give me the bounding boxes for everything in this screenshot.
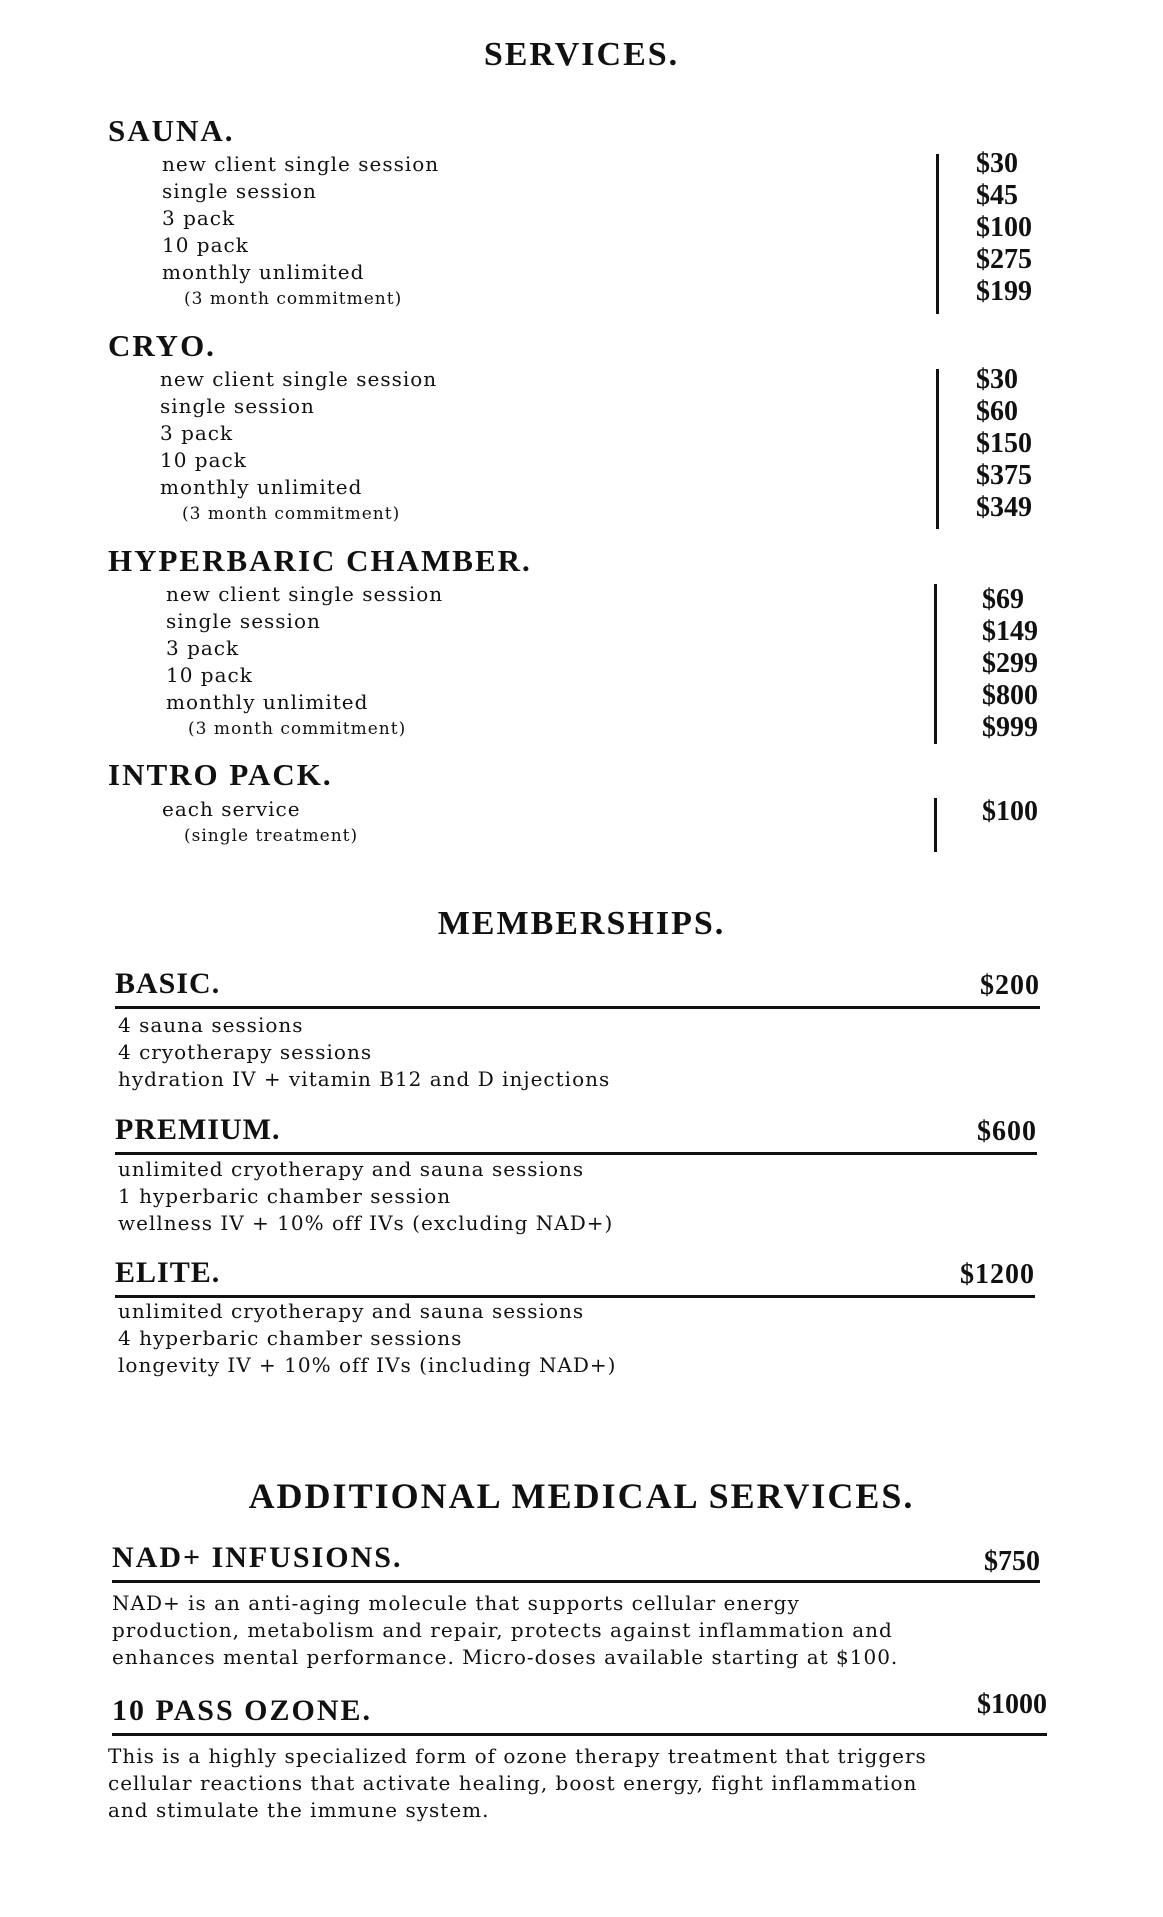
- membership-name: BASIC.: [115, 967, 221, 1000]
- cryo-prices: [976, 364, 1032, 524]
- list-item: 10 pack: [160, 448, 247, 472]
- sauna-items: [162, 151, 439, 313]
- price: $275: [976, 244, 1032, 275]
- commitment-note: (3 month commitment): [182, 504, 401, 524]
- services-title: SERVICES.: [483, 36, 680, 73]
- hyperbaric-prices: [982, 584, 1038, 744]
- list-item: new client single session: [166, 582, 444, 606]
- nad-infusions-description: NAD+ is an anti-aging molecule that supports cellular energy production, metabolism and repair, protects against inflammation and enhances mental performance. Micro-doses available starting at $100.: [112, 1591, 899, 1669]
- hyperbaric-items: [166, 581, 443, 743]
- price: $299: [982, 648, 1038, 679]
- list-item: single session: [162, 179, 317, 203]
- price: $149: [982, 616, 1038, 647]
- service-price: $1000: [977, 1689, 1047, 1720]
- list-item: new client single session: [160, 367, 438, 391]
- list-item: each service: [162, 797, 301, 821]
- membership-elite-features: [118, 1298, 616, 1379]
- price: $100: [982, 796, 1038, 827]
- medical-services-title: ADDITIONAL MEDICAL SERVICES.: [248, 1476, 915, 1516]
- price: $30: [976, 148, 1018, 179]
- price: $199: [976, 276, 1032, 307]
- price: $45: [976, 180, 1018, 211]
- service-name: NAD+ INFUSIONS.: [112, 1541, 403, 1574]
- price: $69: [982, 584, 1024, 615]
- commitment-note: (3 month commitment): [188, 719, 407, 739]
- price: $800: [982, 680, 1038, 711]
- price: $349: [976, 492, 1032, 523]
- list-item: 4 hyperbaric chamber sessions: [118, 1326, 463, 1350]
- list-item: 4 sauna sessions: [118, 1013, 304, 1037]
- price: $150: [976, 428, 1032, 459]
- intro-pack-items: [162, 796, 358, 850]
- commitment-note: (3 month commitment): [184, 289, 403, 309]
- single-treatment-note: (single treatment): [184, 826, 359, 846]
- service-price: $750: [984, 1546, 1040, 1577]
- list-item: 10 pack: [166, 663, 253, 687]
- hyperbaric-heading: HYPERBARIC CHAMBER.: [108, 543, 532, 578]
- price: $30: [976, 364, 1018, 395]
- list-item: monthly unlimited: [166, 690, 369, 714]
- membership-price: $200: [980, 970, 1040, 1001]
- list-item: unlimited cryotherapy and sauna sessions: [118, 1299, 585, 1323]
- list-item: longevity IV + 10% off IVs (including NAD+): [118, 1353, 617, 1377]
- list-item: 3 pack: [162, 206, 236, 230]
- list-item: single session: [166, 609, 321, 633]
- ozone-description: This is a highly specialized form of ozone therapy treatment that triggers cellular reactions that activate healing, boost energy, fight inflammation and stimulate the immune system.: [108, 1744, 927, 1822]
- price: $999: [982, 712, 1038, 743]
- intro-pack-heading: INTRO PACK.: [108, 757, 333, 792]
- membership-name: ELITE.: [115, 1256, 221, 1289]
- list-item: new client single session: [162, 152, 440, 176]
- list-item: single session: [160, 394, 315, 418]
- membership-name: PREMIUM.: [115, 1113, 281, 1146]
- cryo-heading: CRYO.: [108, 328, 216, 363]
- list-item: unlimited cryotherapy and sauna sessions: [118, 1157, 585, 1181]
- price-divider: [934, 584, 937, 744]
- membership-price: $1200: [960, 1259, 1035, 1290]
- price: $100: [976, 212, 1032, 243]
- sauna-prices: [976, 148, 1032, 308]
- service-name: 10 PASS OZONE.: [112, 1694, 372, 1727]
- memberships-title: MEMBERSHIPS.: [437, 905, 726, 942]
- price-divider: [936, 154, 939, 314]
- nad-infusions-header: [112, 1540, 1040, 1583]
- list-item: monthly unlimited: [162, 260, 365, 284]
- price: $375: [976, 460, 1032, 491]
- membership-premium-header: [115, 1112, 1037, 1155]
- membership-premium-features: [118, 1156, 613, 1237]
- list-item: 4 cryotherapy sessions: [118, 1040, 373, 1064]
- membership-basic-features: [118, 1012, 610, 1093]
- list-item: 3 pack: [166, 636, 240, 660]
- price: $60: [976, 396, 1018, 427]
- membership-basic-header: [115, 966, 1040, 1009]
- sauna-heading: SAUNA.: [108, 113, 235, 148]
- price-divider: [936, 369, 939, 529]
- price-divider: [934, 798, 937, 852]
- membership-elite-header: [115, 1255, 1035, 1298]
- intro-pack-prices: [982, 796, 1038, 828]
- cryo-items: [160, 366, 437, 528]
- list-item: monthly unlimited: [160, 475, 363, 499]
- list-item: hydration IV + vitamin B12 and D injections: [118, 1067, 611, 1091]
- list-item: 10 pack: [162, 233, 249, 257]
- ozone-header: [112, 1689, 1047, 1736]
- list-item: 1 hyperbaric chamber session: [118, 1184, 452, 1208]
- list-item: 3 pack: [160, 421, 234, 445]
- membership-price: $600: [977, 1116, 1037, 1147]
- list-item: wellness IV + 10% off IVs (excluding NAD+): [118, 1211, 614, 1235]
